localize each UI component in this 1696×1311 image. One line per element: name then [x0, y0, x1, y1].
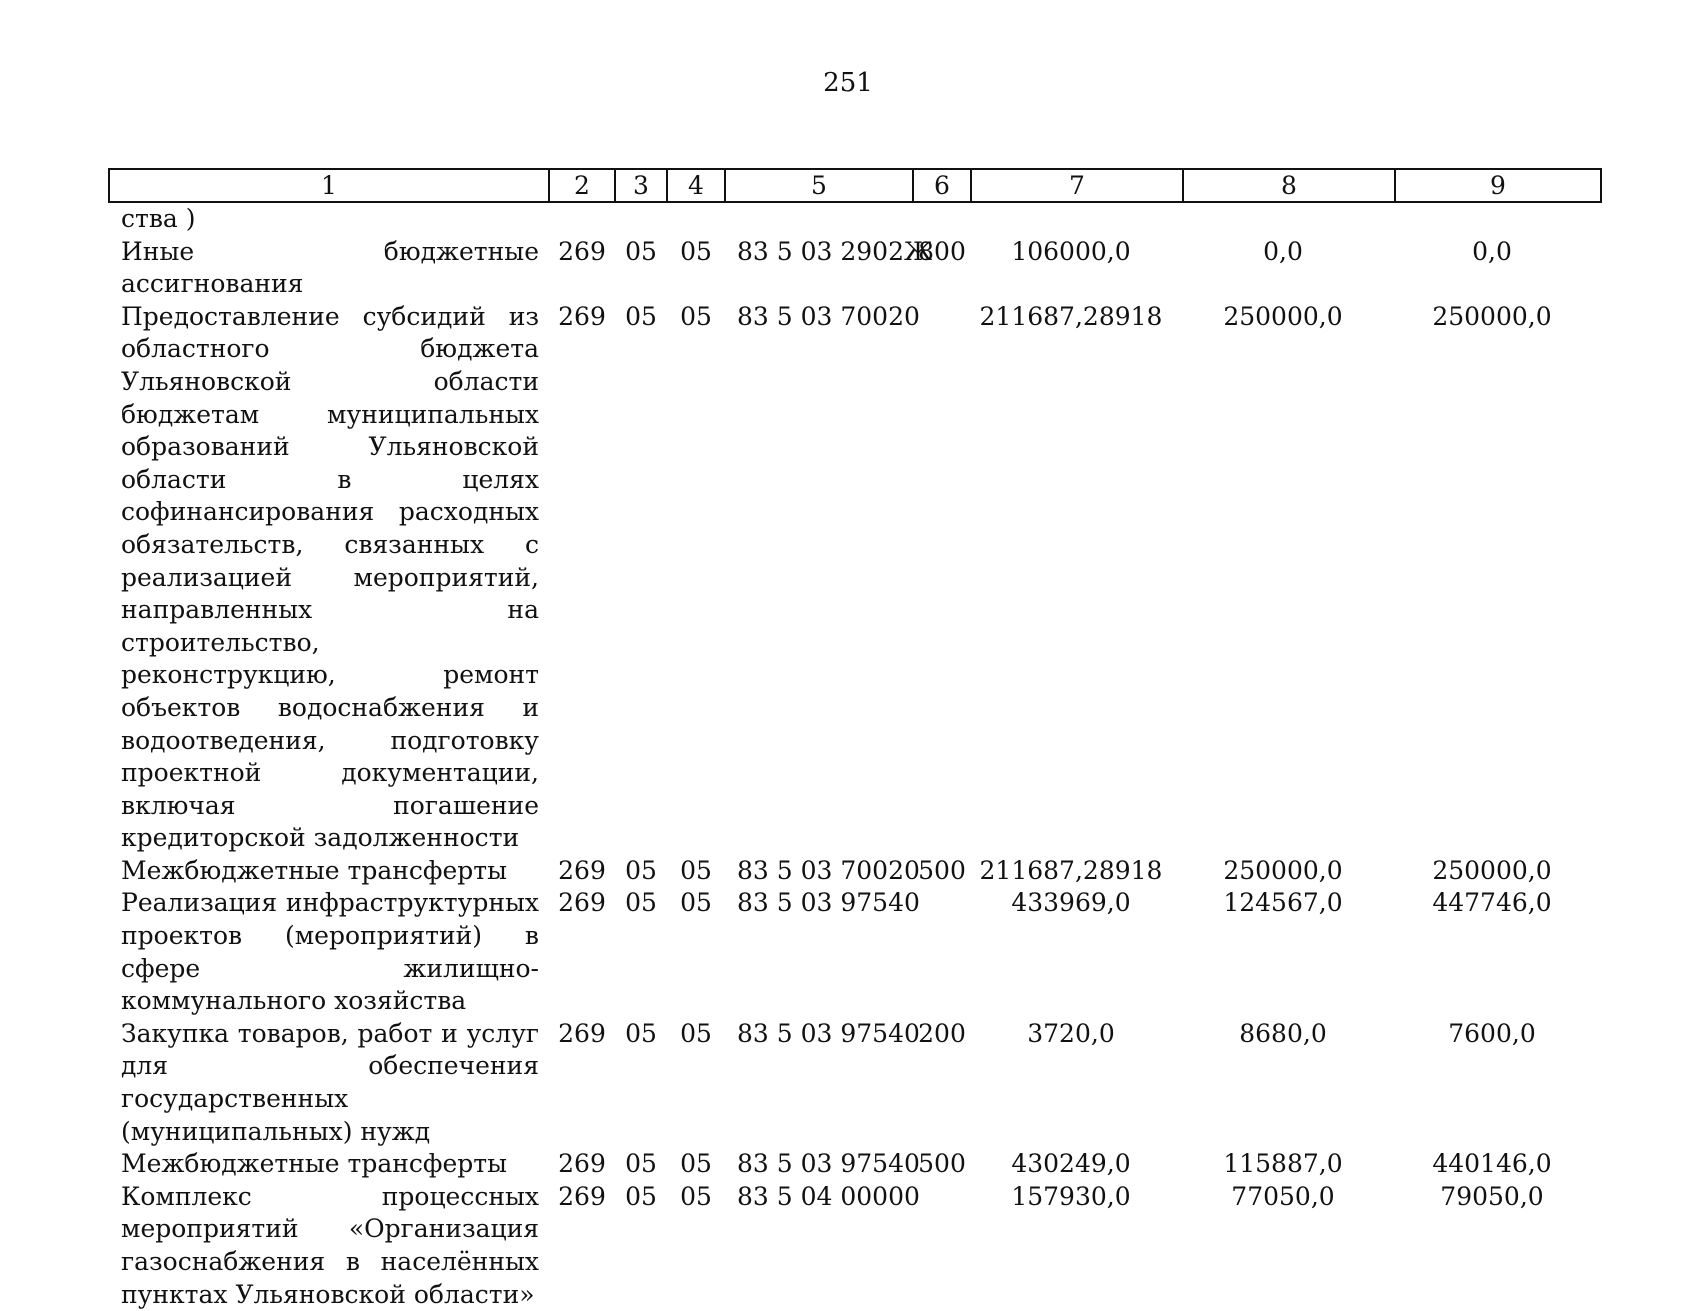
header-cell-7: 7	[971, 169, 1183, 202]
table-row	[109, 236, 1601, 301]
row-code-ministry: 269	[558, 855, 606, 885]
row-description: Комплекс процессных мероприятий «Организация газоснабжения в населённых пунктах Ульяновской области»	[121, 1181, 539, 1309]
row-description: ства )	[121, 204, 196, 233]
row-amount-col7: 211687,28918	[979, 301, 1163, 331]
row-amount-col8: 250000,0	[1223, 855, 1343, 885]
row-code-ministry: 269	[558, 1018, 606, 1048]
row-code-subsection	[667, 202, 725, 236]
row-expense-type	[913, 1181, 971, 1311]
row-expense-type	[913, 301, 971, 855]
row-code-ministry: 269	[558, 236, 606, 266]
row-amount-col7: 3720,0	[1027, 1018, 1115, 1048]
row-target-article: 83 5 04 00000	[737, 1181, 920, 1211]
row-amount-col8: 77050,0	[1231, 1181, 1335, 1211]
row-code-ministry: 269	[558, 1149, 606, 1179]
row-code-section: 05	[625, 1149, 657, 1179]
header-cell-2: 2	[549, 169, 615, 202]
row-code-section: 05	[625, 236, 657, 266]
row-amount-col8	[1183, 202, 1395, 236]
table-row	[109, 1148, 1601, 1181]
header-cell-5: 5	[725, 169, 913, 202]
row-amount-col7	[971, 202, 1183, 236]
row-amount-col9: 7600,0	[1448, 1018, 1536, 1048]
row-amount-col9	[1395, 202, 1601, 236]
row-code-subsection: 05	[680, 1181, 712, 1211]
row-target-article: 83 5 03 2902Ж	[737, 236, 933, 266]
row-amount-col7: 433969,0	[1011, 888, 1131, 918]
header-cell-1: 1	[109, 169, 549, 202]
row-amount-col9: 250000,0	[1432, 301, 1552, 331]
row-target-article	[725, 202, 913, 236]
table-row	[109, 855, 1601, 888]
row-code-ministry: 269	[558, 301, 606, 331]
row-description: Предоставление субсидий из областного бюджета Ульяновской области бюджетам муниципальных образований Ульяновской области в целях софинансирования расходных обязательств, связанных с реализацией мероприятий, направленных на строительство, реконструкцию, ремонт объектов водоснабжения и водоотведения, подготовку проектной документации, включая погашение кредиторской задолженности	[121, 301, 539, 853]
table-row	[109, 202, 1601, 236]
row-code-section: 05	[625, 888, 657, 918]
row-code-ministry	[549, 202, 615, 236]
row-amount-col8: 124567,0	[1223, 888, 1343, 918]
header-cell-3: 3	[615, 169, 667, 202]
row-amount-col7: 211687,28918	[979, 855, 1163, 885]
table-row	[109, 1018, 1601, 1148]
row-target-article: 83 5 03 70020	[737, 855, 920, 885]
row-code-subsection: 05	[680, 301, 712, 331]
row-target-article: 83 5 03 70020	[737, 301, 920, 331]
row-amount-col8: 115887,0	[1223, 1149, 1343, 1179]
row-code-subsection: 05	[680, 855, 712, 885]
row-amount-col9: 250000,0	[1432, 855, 1552, 885]
row-expense-type	[913, 887, 971, 1017]
header-cell-8: 8	[1183, 169, 1395, 202]
row-code-ministry: 269	[558, 888, 606, 918]
row-expense-type: 500	[918, 1149, 966, 1179]
row-amount-col8: 0,0	[1263, 236, 1303, 266]
row-amount-col7: 157930,0	[1011, 1181, 1131, 1211]
row-amount-col8: 8680,0	[1239, 1018, 1327, 1048]
table-row	[109, 1181, 1601, 1311]
row-description: Закупка товаров, работ и услуг для обеспечения государственных (муниципальных) нужд	[121, 1018, 539, 1146]
header-cell-6: 6	[913, 169, 971, 202]
row-expense-type: 500	[918, 855, 966, 885]
header-cell-9: 9	[1395, 169, 1601, 202]
row-amount-col8: 250000,0	[1223, 301, 1343, 331]
row-target-article: 83 5 03 97540	[737, 1149, 920, 1179]
page-number: 251	[823, 68, 873, 98]
row-code-section: 05	[625, 1181, 657, 1211]
row-code-section: 05	[625, 1018, 657, 1048]
row-expense-type: 800	[918, 236, 966, 266]
row-code-section	[615, 202, 667, 236]
row-description: Реализация инфраструктурных проектов (мероприятий) в сфере жилищно-коммунального хозяйства	[121, 888, 539, 1016]
row-target-article: 83 5 03 97540	[737, 888, 920, 918]
row-description: Межбюджетные трансферты	[121, 1149, 508, 1179]
row-amount-col9: 447746,0	[1432, 888, 1552, 918]
row-amount-col7: 430249,0	[1011, 1149, 1131, 1179]
row-code-section: 05	[625, 301, 657, 331]
row-code-subsection: 05	[680, 1149, 712, 1179]
row-expense-type: 200	[918, 1018, 966, 1048]
header-row	[109, 169, 1601, 202]
header-cell-4: 4	[667, 169, 725, 202]
row-code-subsection: 05	[680, 1018, 712, 1048]
row-amount-col7: 106000,0	[1011, 236, 1131, 266]
row-amount-col9: 0,0	[1472, 236, 1512, 266]
row-description: Межбюджетные трансферты	[121, 855, 508, 885]
row-amount-col9: 440146,0	[1432, 1149, 1552, 1179]
row-code-subsection: 05	[680, 888, 712, 918]
row-code-section: 05	[625, 855, 657, 885]
row-code-subsection: 05	[680, 236, 712, 266]
row-code-ministry: 269	[558, 1181, 606, 1211]
row-target-article: 83 5 03 97540	[737, 1018, 920, 1048]
row-amount-col9: 79050,0	[1440, 1181, 1544, 1211]
table-row	[109, 887, 1601, 1017]
row-expense-type	[913, 202, 971, 236]
table-row	[109, 301, 1601, 855]
row-description: Иные бюджетные ассигнования	[121, 236, 539, 299]
budget-table	[108, 168, 1602, 1311]
